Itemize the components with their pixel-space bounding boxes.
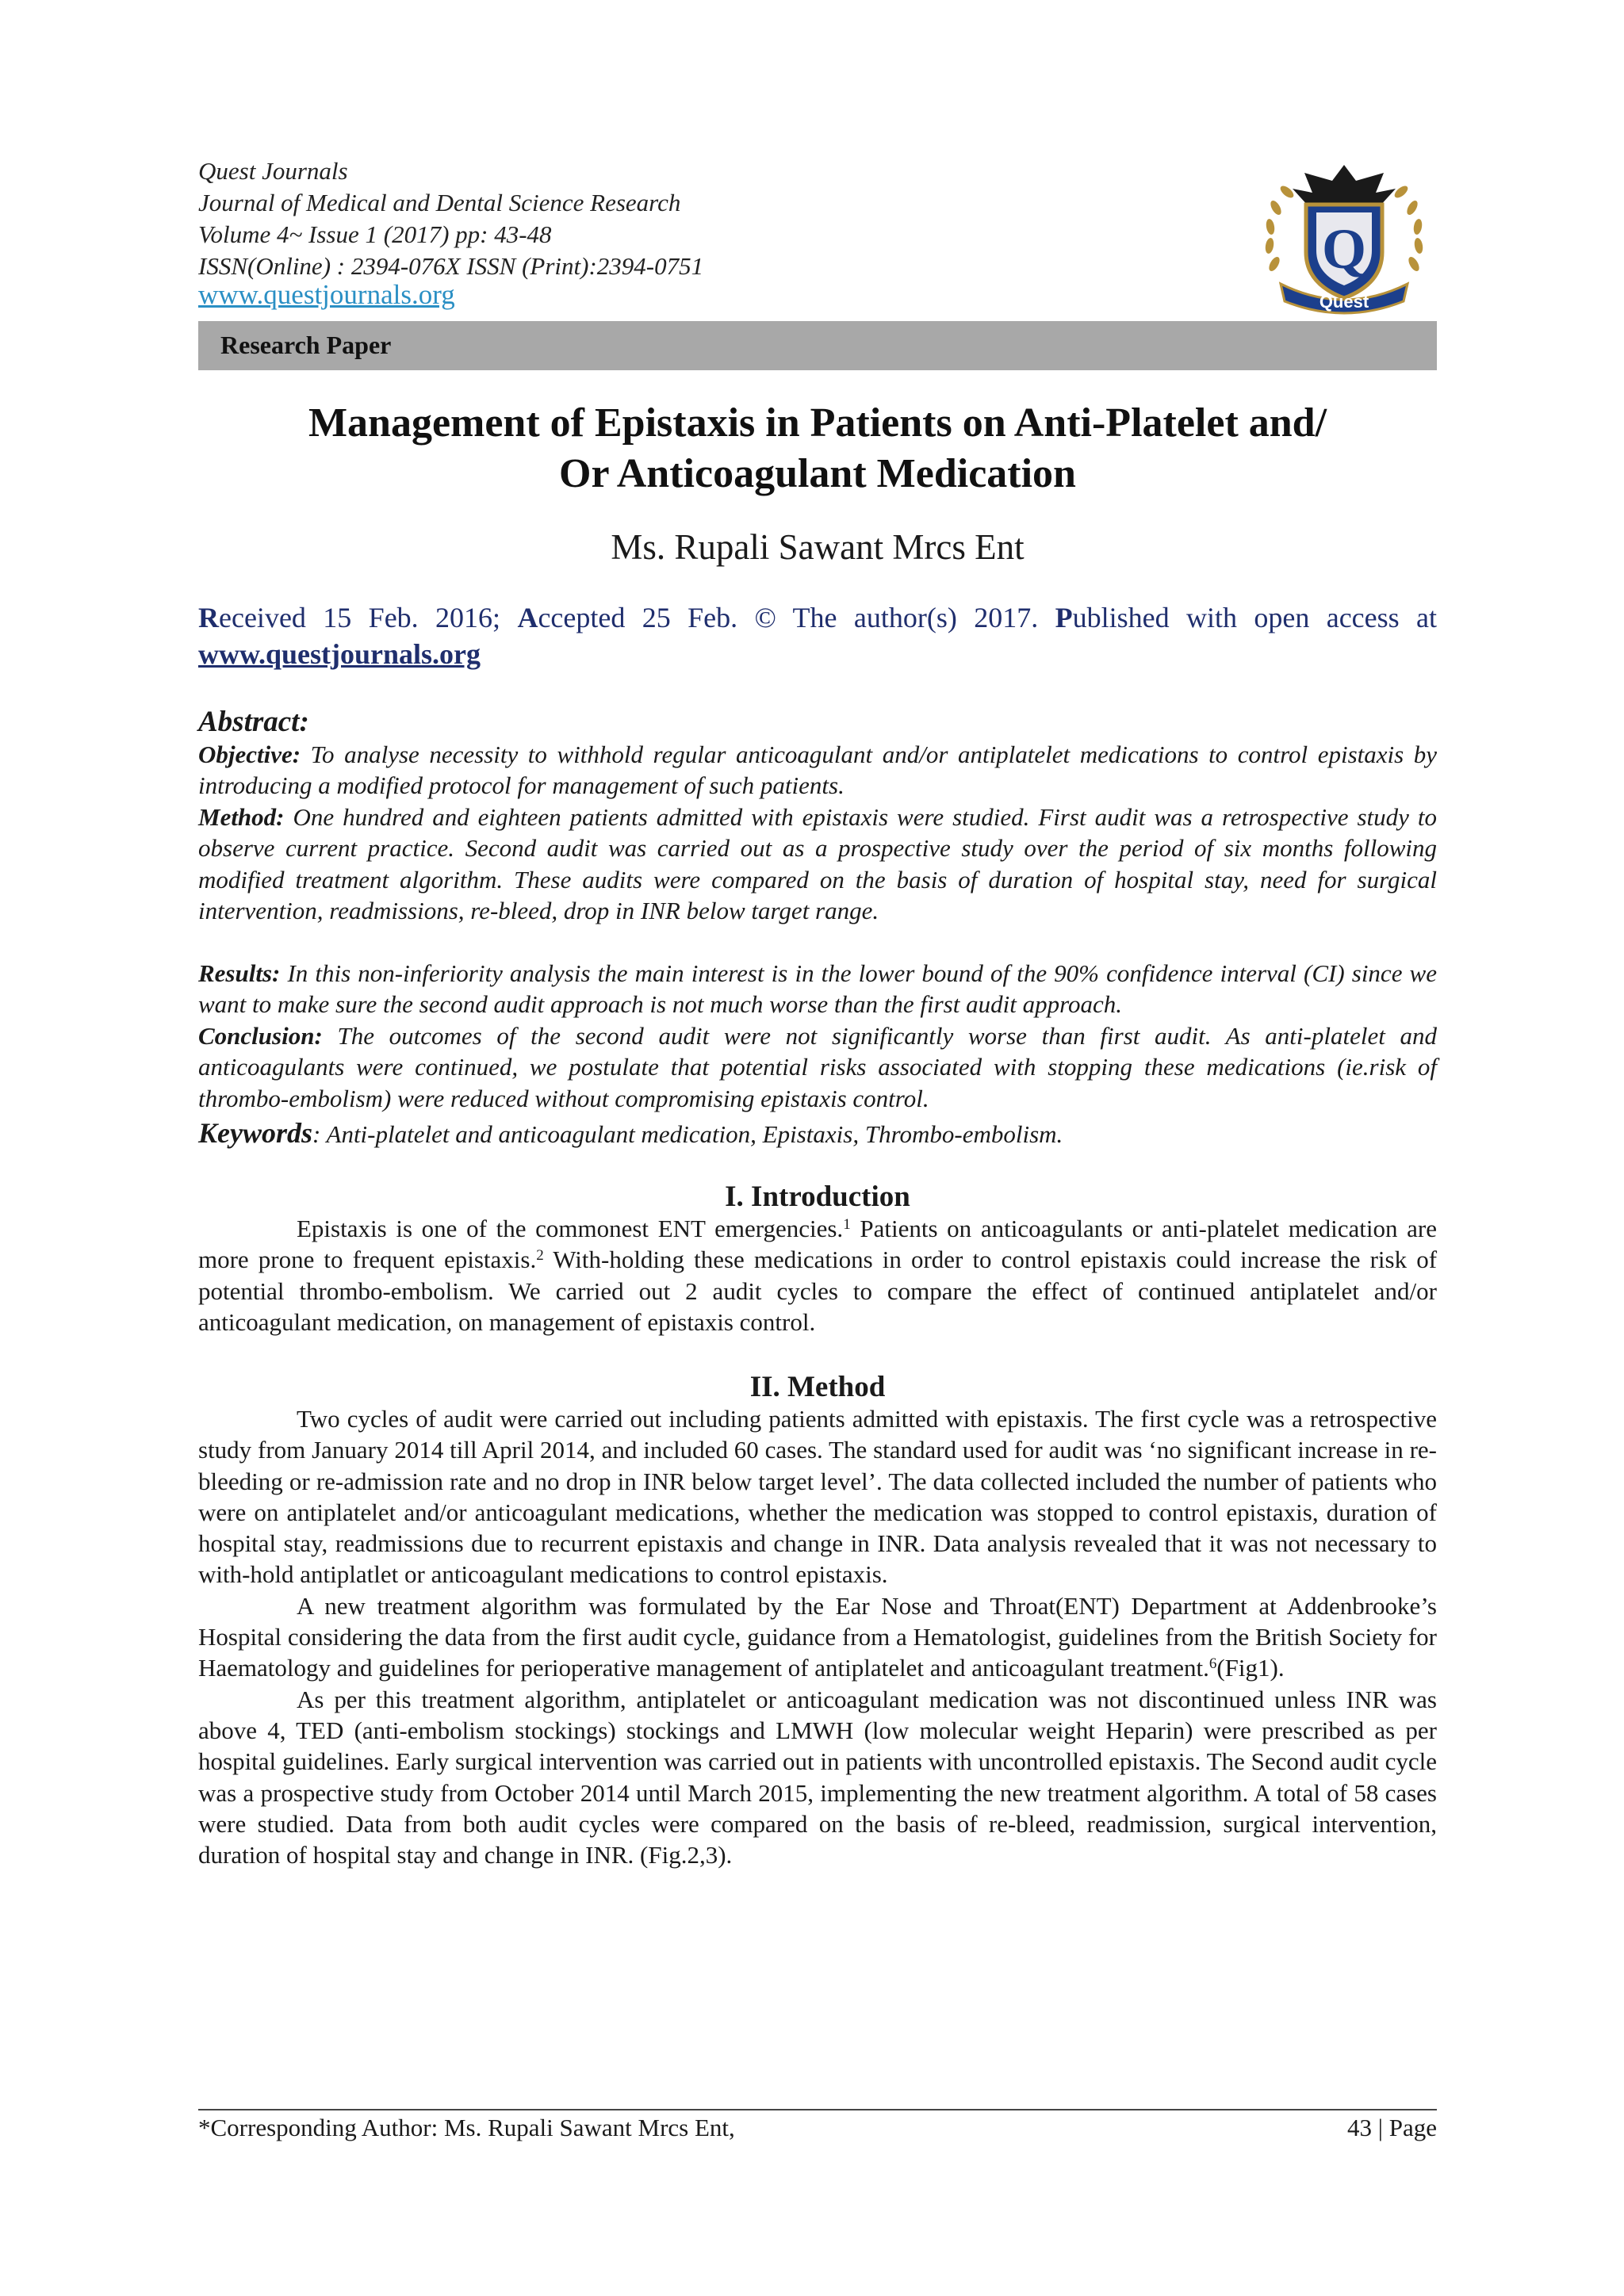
svg-text:Quest: Quest (1319, 292, 1369, 312)
abstract-objective: Objective: To analyse necessity to withhold regular anticoagulant and/or antiplatelet medications to control epistaxis by introducing a modified protocol for management of such patients. (198, 740, 1437, 800)
banner-label: Research Paper (220, 331, 392, 359)
method-paragraph-2: A new treatment algorithm was formulated by the Ear Nose and Throat(ENT) Department at Addenbrooke’s Hospital considering the data from the first audit cycle, guidance from a Hematologist, guidelines from the British Society for Haematology and guidelines for perioperative management of antiplatelet and anticoagulant treatment.$^6$(Fig1). (198, 1591, 1437, 1682)
keywords: Keywords: Anti-platelet and anticoagulant medication, Epistaxis, Thrombo-embolism. (198, 1117, 1063, 1149)
method-body (198, 1403, 1437, 1870)
page-number: 43 | Page (1347, 2114, 1437, 2141)
corresponding-author: *Corresponding Author: Ms. Rupali Sawant Mrcs Ent, (198, 2114, 735, 2141)
abstract-method: Method: One hundred and eighteen patients admitted with epistaxis were studied. First audit was a retrospective study to observe current practice. Second audit was carried out as a prospective study over the period of six months following modified treatment algorithm. These audits were compared on the basis of duration of hospital stay, need for surgical intervention, readmissions, re-bleed, drop in INR below target range. (198, 803, 1437, 924)
introduction-heading: I. Introduction (725, 1181, 910, 1213)
method-paragraph-3: As per this treatment algorithm, antiplatelet or anticoagulant medication was not discontinued unless INR was above 4, TED (anti-embolism stockings) stockings and LMWH (low molecular weight Heparin) were prescribed as per hospital guidelines. Early surgical intervention was carried out in patients with uncontrolled epistaxis. The Second audit cycle was a prospective study from October 2014 until March 2015, implementing the new treatment algorithm. A total of 58 cases were studied. Data from both audit cycles were compared on the basis of re-bleed, readmission, surgical intervention, duration of hospital stay and change in INR. (Fig.2,3). (198, 1685, 1437, 1869)
research-paper-banner (198, 321, 1437, 370)
paper-title-line-1: Management of Epistaxis in Patients on Anti-Platelet and/ (308, 400, 1327, 446)
paper-title-line-2: Or Anticoagulant Medication (559, 451, 1076, 496)
quest-logo-icon (1257, 157, 1431, 316)
citation-2[interactable]: 2 (536, 1247, 544, 1265)
journal-name: Quest Journals (198, 157, 348, 185)
received-info: Received 15 Feb. 2016; Accepted 25 Feb. © The author(s) 2017. Published with open access at (198, 602, 1438, 633)
method-paragraph-1: Two cycles of audit were carried out including patients admitted with epistaxis. The first cycle was a retrospective study from January 2014 till April 2014, and included 60 cases. The standard used for audit was ‘no significant increase in re-bleeding or re-admission rate and no drop in INR below target level’. The data collected included the number of patients who were on antiplatelet and/or anticoagulant medications, whether the medication was stopped to control epistaxis, duration of hospital stay, readmissions due to recurrent epistaxis and change in INR. Data analysis revealed that it was not necessary to with-hold antiplatlet or anticoagulant medications to control epistaxis. (198, 1405, 1437, 1589)
citation-1[interactable]: 1 (843, 1216, 851, 1233)
introduction-body: Epistaxis is one of the commonest ENT emergencies.$^1$ Patients on anticoagulants or anti-platelet medication are more prone to frequent epistaxis.$^2$ With-holding these medications in order to control epistaxis could increase the risk of potential thrombo-embolism. We carried out 2 audit cycles to compare the effect of continued antiplatelet and/or anticoagulant medication, on management of epistaxis control. (198, 1215, 1438, 1336)
footer-divider (198, 2109, 1437, 2110)
journal-volume: Volume 4~ Issue 1 (2017) pp: 43-48 (198, 220, 552, 248)
abstract-results: Results: In this non-inferiority analysis the main interest is in the lower bound of the 90% confidence interval (CI) since we want to make sure the second audit approach is not much worse than the first audit approach. (198, 959, 1437, 1019)
abstract-heading: Abstract: (198, 706, 309, 738)
journal-url-link[interactable]: www.questjournals.org (198, 279, 455, 310)
abstract-conclusion: Conclusion: The outcomes of the second audit were not significantly worse than first audit. As anti-platelet and anticoagulants were continued, we postulate that potential risks associated with stopping these medications (ie.risk of thrombo-embolism) were reduced without compromising epistaxis control. (198, 1022, 1437, 1112)
author-name: Ms. Rupali Sawant Mrcs Ent (611, 527, 1025, 567)
received-url-link[interactable]: www.questjournals.org (198, 638, 481, 670)
journal-full-name: Journal of Medical and Dental Science Research (198, 189, 681, 216)
method-heading: II. Method (749, 1371, 886, 1403)
journal-issn: ISSN(Online) : 2394-076X ISSN (Print):2394-0751 (198, 252, 704, 280)
svg-text:Q: Q (1321, 217, 1367, 281)
citation-6[interactable]: 6 (1208, 1655, 1217, 1673)
